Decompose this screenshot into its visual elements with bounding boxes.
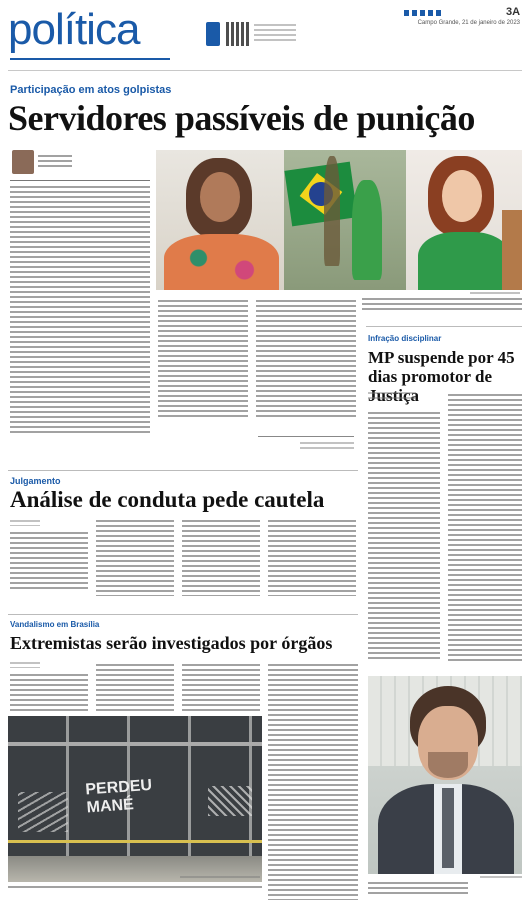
- sidebar-rule-top: [366, 326, 522, 327]
- social-icons: [404, 10, 444, 16]
- lead-end-rule: [258, 436, 354, 437]
- promoter-photo-caption: [368, 882, 468, 894]
- protester-figure: [324, 156, 340, 266]
- woman-dress-left: [164, 234, 279, 290]
- second-column-4: [268, 520, 356, 596]
- lead-end-credit: [300, 442, 354, 450]
- author-byline: [38, 155, 72, 167]
- qr-code-icon: [226, 22, 250, 46]
- third-column-2: [96, 664, 174, 714]
- third-byline: [10, 662, 40, 668]
- byline-rule: [10, 180, 150, 181]
- promoter-photo: [368, 676, 522, 874]
- third-column-3: [182, 664, 260, 714]
- promoter-tie: [442, 788, 454, 868]
- lead-headline: Servidores passíveis de punição: [8, 98, 475, 138]
- third-kicker: Vandalismo em Brasília: [10, 620, 100, 629]
- graffiti-text: PERDEU MANÉ: [84, 776, 153, 817]
- author-avatar: [12, 150, 34, 174]
- third-story-rule: [8, 614, 358, 615]
- photo-right-wall: [502, 210, 522, 290]
- second-story-rule: [8, 470, 358, 471]
- building-beam: [8, 742, 262, 746]
- header-note: [254, 24, 296, 42]
- section-title-underline: [10, 58, 170, 60]
- lead-column-2: [158, 300, 248, 420]
- page-number: 3A: [506, 6, 521, 18]
- lead-column-3: [256, 300, 356, 420]
- sidebar-column-1: [368, 412, 440, 662]
- woman-dress-right: [418, 232, 510, 290]
- woman-face-left: [200, 172, 240, 222]
- masthead: [0, 0, 530, 70]
- promoter-photo-credit: [480, 876, 522, 880]
- sidebar-byline: [368, 392, 416, 402]
- lead-photo-caption: [362, 298, 522, 310]
- date-line: Campo Grande, 21 de janeiro de 2023: [417, 20, 520, 26]
- vandalism-photo-caption: [8, 886, 262, 891]
- section-title: política: [8, 5, 140, 54]
- second-column-2: [96, 520, 174, 596]
- vandalism-photo-credit: [180, 876, 260, 880]
- graffiti-scribble: [208, 786, 252, 816]
- third-column-4: [268, 664, 358, 900]
- lead-column-1: [10, 186, 150, 436]
- second-kicker: Julgamento: [10, 476, 61, 486]
- third-headline: Extremistas serão investigados por órgãos: [10, 633, 333, 653]
- second-column-1: [10, 532, 88, 592]
- caution-tape: [8, 840, 262, 843]
- third-column-1: [10, 674, 88, 714]
- woman-face-right: [442, 170, 482, 222]
- second-byline: [10, 520, 40, 526]
- brazil-flag: [284, 162, 357, 227]
- second-column-3: [182, 520, 260, 596]
- second-headline: Análise de conduta pede cautela: [10, 487, 325, 512]
- green-mascot-figure: [352, 180, 382, 280]
- vandalism-photo: [8, 716, 262, 882]
- promoter-beard: [428, 752, 468, 778]
- newspaper-logo-icon: [206, 22, 220, 46]
- graffiti-left: [18, 792, 68, 832]
- lead-photo-credit: [470, 292, 520, 296]
- sidebar-column-2: [448, 394, 522, 662]
- header-rule: [8, 70, 522, 71]
- sidebar-headline: MP suspende por 45 dias promotor de Justiça: [368, 348, 515, 405]
- sidebar-kicker: Infração disciplinar: [368, 334, 442, 343]
- lead-photo: [156, 150, 522, 290]
- lead-kicker: Participação em atos golpistas: [10, 84, 172, 96]
